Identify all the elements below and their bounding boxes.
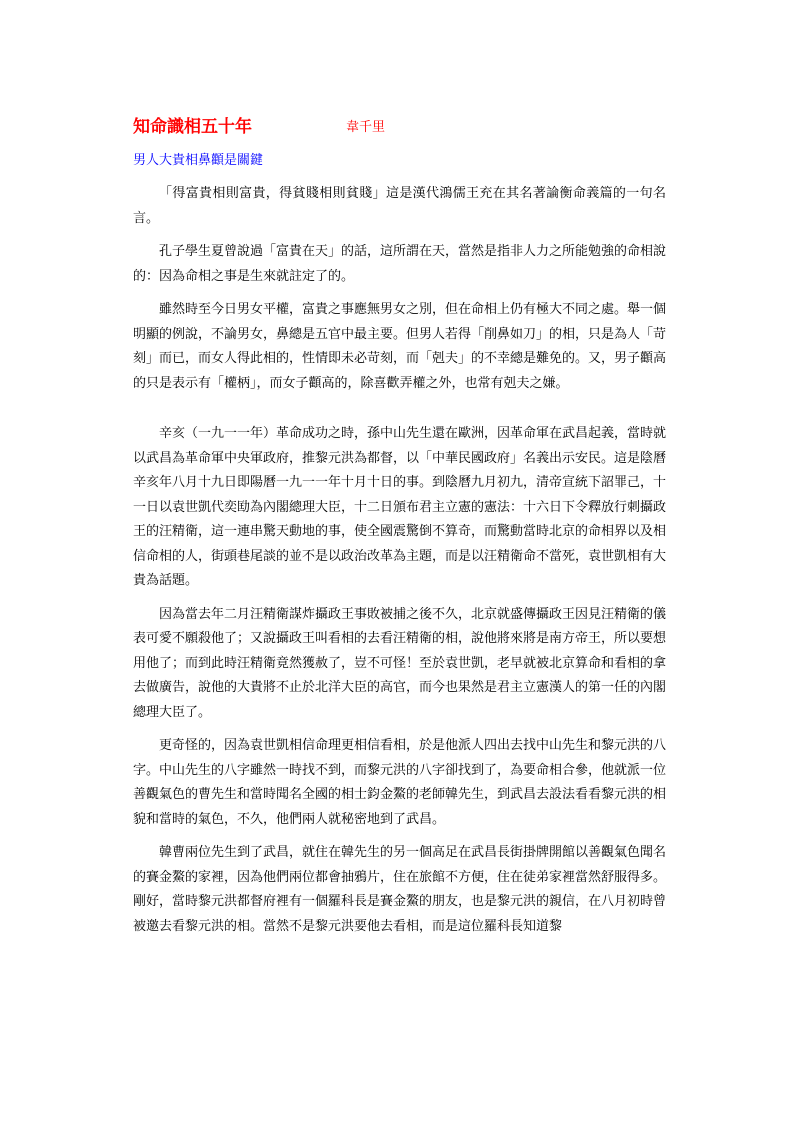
paragraph-5: 因為當去年二月汪精衛謀炸攝政王事敗被捕之後不久，北京就盛傳攝政王因見汪精衛的儀表可愛不願殺他了；又說攝政王叫看相的去看汪精衛的相，說他將來將是南方帝王，所以要想用他了；而到此時汪精衛竟然獲赦了，豈不可怪！至於袁世凱，老早就被北京算命和看相的拿去做廣告，說他的大貴將不止於北洋大臣的高官，而今也果然是君主立憲漢人的第一任的內閣總理大臣了。 bbox=[133, 606, 667, 720]
article-header bbox=[133, 116, 673, 140]
paragraph-6: 更奇怪的，因為袁世凱相信命理更相信看相，於是他派人四出去找中山先生和黎元洪的八字。中山先生的八字雖然一時找不到，而黎元洪的八字卻找到了，為要命相合參，他就派一位善觀氣色的曹先生和當時聞名全國的相士鈞金鰲的老師韓先生，到武昌去設法看看黎元洪的相貌和當時的氣色，不久，他們兩人就秘密地到了武昌。 bbox=[133, 738, 667, 827]
paragraph-7: 韓曹兩位先生到了武昌，就住在韓先生的另一個高足在武昌長街掛牌開館以善觀氣色聞名的賽金鰲的家裡，因為他們兩位都會抽鴉片，住在旅館不方便，住在徒弟家裡當然舒服得多。剛好，當時黎元洪都督府裡有一個羅科長是賽金鰲的朋友，也是黎元洪的親信，在八月初時曾被邀去看黎元洪的相。當然不是黎元洪要他去看相，而是這位羅科長知道黎 bbox=[133, 845, 667, 934]
section-subtitle: 男人大貴相鼻顴是關鍵 bbox=[133, 153, 264, 168]
paragraph-2: 孔子學生夏曾說過「富貴在天」的話，這所謂在天，當然是指非人力之所能勉強的命相說的：因為命相之事是生來就註定了的。 bbox=[133, 244, 667, 284]
article-author: 韋千里 bbox=[346, 120, 386, 135]
paragraph-1: 「得富貴相則富貴，得貧賤相則貧賤」這是漢代鴻儒王充在其名著論衡命義篇的一句名言。 bbox=[133, 186, 666, 226]
article-body bbox=[133, 182, 666, 948]
paragraph-3: 雖然時至今日男女平權，富貴之事應無男女之別，但在命相上仍有極大不同之處。舉一個明顯的例說，不論男女，鼻總是五官中最主要。但男人若得「削鼻如刀」的相，只是為人「苛刻」而已，而女人得此相的，性情即未必苛刻，而「剋夫」的不幸總是難免的。又，男子顴高的只是表示有「權柄」，而女子顴高的，除喜歡弄權之外，也常有剋夫之嫌。 bbox=[133, 302, 667, 391]
paragraph-4: 辛亥（一九一一年）革命成功之時，孫中山先生還在歐洲，因革命軍在武昌起義，當時就以武昌為革命軍中央軍政府，推黎元洪為都督，以「中華民國政府」名義出示安民。這是陰曆辛亥年八月十九日即陽曆一九一一年十月十日的事。到陰曆九月初九，清帝宣統下詔罪己，十一日以袁世凱代奕劻為內閣總理大臣，十二日頒布君主立憲的憲法：十六日下令釋放行刺攝政王的汪精衛，這一連串驚天動地的事，使全國震驚倒不算奇，而驚動當時北京的命相界以及相信命相的人，街頭巷尾談的並不是以政治改革為主題，而是以汪精衛命不當死，袁世凱相有大貴為話題。 bbox=[133, 426, 667, 588]
article-title: 知命識相五十年 bbox=[133, 117, 252, 137]
